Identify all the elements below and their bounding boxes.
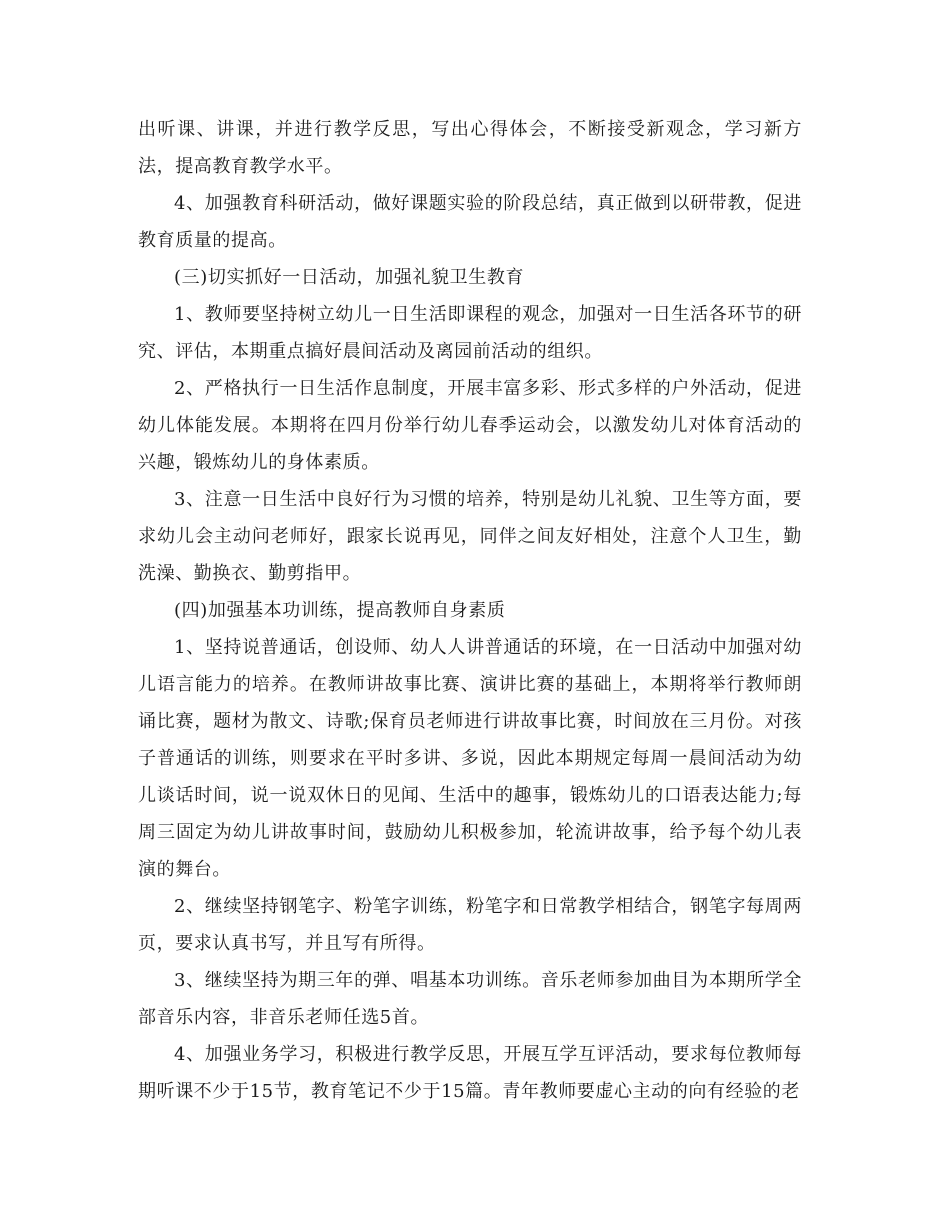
section-heading-4: (四)加强基本功训练，提高教师自身素质: [174, 600, 506, 621]
paragraph-item-3-music: 3、继续坚持为期三年的弹、唱基本功训练。音乐老师参加曲目为本期所学全部音乐内容，非音乐老师任选5首。: [138, 970, 802, 1028]
paragraph-item-1-mandarin: 1、坚持说普通话，创设师、幼人人讲普通话的环境，在一日活动中加强对幼儿语言能力的培养。在教师讲故事比赛、演讲比赛的基础上，本期将举行教师朗诵比赛，题材为散文、诗歌;保育员老师进行讲故事比赛，时间放在三月份。对孩子普通话的训练，则要求在平时多讲、多说，因此本期规定每周一晨间活动为幼儿谈话时间，说一说双休日的见闻、生活中的趣事，锻炼幼儿的口语表达能力;每周三固定为幼儿讲故事时间，鼓励幼儿积极参加，轮流讲故事，给予每个幼儿表演的舞台。: [138, 637, 802, 880]
paragraph-item-2-calligraphy: 2、继续坚持钢笔字、粉笔字训练，粉笔字和日常教学相结合，钢笔字每周两页，要求认真书写，并且写有所得。: [138, 896, 802, 954]
paragraph-item-4-research: 4、加强教育科研活动，做好课题实验的阶段总结，真正做到以研带教，促进教育质量的提高。: [138, 193, 802, 251]
paragraph-item-2-schedule: 2、严格执行一日生活作息制度，开展丰富多彩、形式多样的户外活动，促进幼儿体能发展。本期将在四月份举行幼儿春季运动会，以激发幼儿对体育活动的兴趣，锻炼幼儿的身体素质。: [138, 378, 802, 473]
section-heading-3: (三)切实抓好一日活动，加强礼貌卫生教育: [174, 267, 525, 288]
paragraph-continuation: 出听课、讲课，并进行教学反思，写出心得体会，不断接受新观念，学习新方法，提高教育教学水平。: [138, 119, 802, 177]
paragraph-item-3-habits: 3、注意一日生活中良好行为习惯的培养，特别是幼儿礼貌、卫生等方面，要求幼儿会主动问老师好，跟家长说再见，同伴之间友好相处，注意个人卫生，勤洗澡、勤换衣、勤剪指甲。: [138, 489, 802, 584]
paragraph-item-1-daily-life: 1、教师要坚持树立幼儿一日生活即课程的观念，加强对一日生活各环节的研究、评估，本期重点搞好晨间活动及离园前活动的组织。: [138, 304, 802, 362]
document-body: [138, 111, 802, 1110]
paragraph-item-4-study: 4、加强业务学习，积极进行教学反思，开展互学互评活动，要求每位教师每期听课不少于15节，教育笔记不少于15篇。青年教师要虚心主动的向有经验的老: [138, 1044, 802, 1102]
